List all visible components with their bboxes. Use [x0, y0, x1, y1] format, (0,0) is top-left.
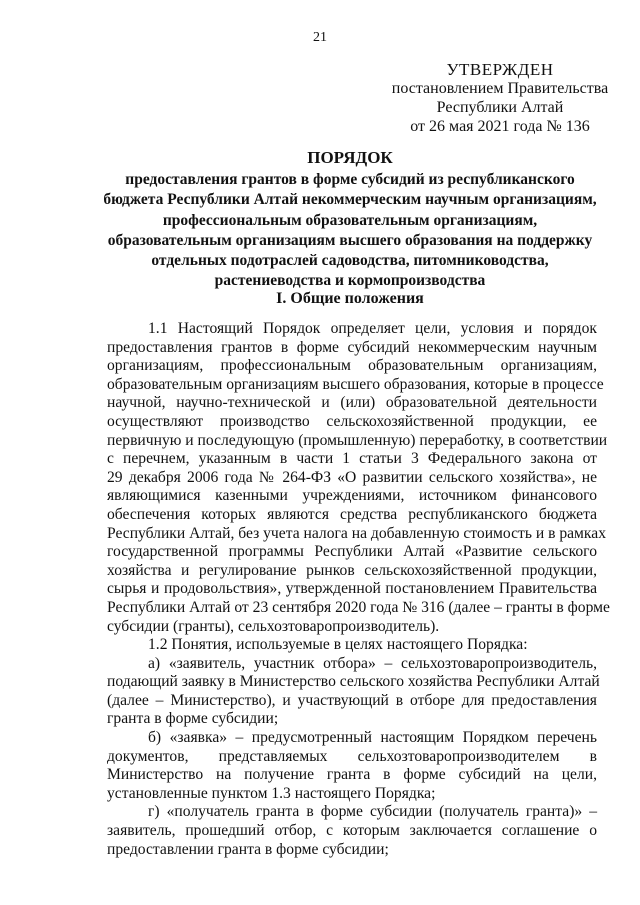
paragraph-line: предоставления грантов в форме субсидий некоммерческим научным — [107, 338, 597, 356]
paragraph-line: (далее – Министерство), и участвующий в отборе для предоставления — [107, 691, 597, 709]
paragraph-line: установленные пунктом 1.3 настоящего Порядка; — [107, 784, 436, 802]
paragraph-line: субсидии (гранты), сельхозтоваропроизводитель). — [107, 617, 440, 635]
paragraph-line: являющимися казенными учреждениями, источником финансового — [107, 487, 597, 505]
approval-line: постановлением Правительства — [391, 80, 609, 97]
approval-line: УТВЕРЖДЕН — [446, 60, 554, 79]
paragraph-line: Республики Алтай, без учета налога на добавленную стоимость и в рамках — [107, 524, 606, 542]
paragraph-line: сырья и продовольствия», утвержденной постановлением Правительства — [107, 580, 597, 598]
paragraph-line: подающий заявку в Министерство сельского хозяйства Республики Алтай — [107, 673, 600, 691]
paragraph-line: предоставлении гранта в форме субсидии; — [107, 840, 389, 858]
paragraph-line: г) «получатель гранта в форме субсидии (получатель гранта)» – — [148, 803, 597, 821]
paragraph-line: а) «заявитель, участник отбора» – сельхозтоваропроизводитель, — [148, 654, 597, 672]
paragraph-line: первичную и последующую (промышленную) переработку, в соответствии — [107, 431, 608, 449]
approval-line: от 26 мая 2021 года № 136 — [410, 118, 590, 135]
body-text — [107, 320, 610, 859]
paragraph-line: документов, представляемых сельхозтоваропроизводителем в — [107, 747, 597, 765]
paragraph-line: государственной программы Республики Алтай «Развитие сельского — [107, 543, 597, 561]
subtitle-line: бюджета Республики Алтай некоммерческим научным организациям, — [103, 191, 597, 209]
approval-line: Республики Алтай — [436, 99, 564, 116]
paragraph-line: 1.1 Настоящий Порядок определяет цели, условия и порядок — [148, 320, 597, 337]
paragraph-line: научной, научно-технической и (или) образовательной деятельности — [107, 394, 597, 412]
document-title: ПОРЯДОК — [307, 148, 393, 167]
paragraph-line: обеспечения которых являются средства республиканского бюджета — [107, 505, 597, 523]
paragraph-line: Министерство на получение гранта в форме субсидий на цели, — [107, 766, 597, 784]
paragraph-line: образовательным организациям высшего образования, которые в процессе — [107, 375, 604, 393]
approval-stamp — [380, 60, 620, 136]
section-heading: I. Общие положения — [276, 290, 424, 307]
paragraph-line: гранта в форме субсидии; — [107, 710, 279, 728]
paragraph-line: заявитель, прошедший отбор, с которым заключается соглашение о — [107, 822, 597, 840]
subtitle-line: профессиональным образовательным организациям, — [162, 211, 538, 229]
paragraph-line: Республики Алтай от 23 сентября 2020 года № 316 (далее – гранты в форме — [107, 598, 610, 616]
subtitle-line: предоставления грантов в форме субсидий из республиканского — [125, 171, 575, 188]
subtitle-line: образовательным организациям высшего образования на поддержку — [107, 231, 593, 249]
paragraph-line: б) «заявка» – предусмотренный настоящим Порядком перечень — [148, 729, 597, 747]
paragraph-line: осуществляют производство сельскохозяйственной продукции, ее — [107, 412, 597, 430]
paragraph-line: 1.2 Понятия, используемые в целях настоящего Порядка: — [148, 636, 528, 654]
subtitle-line: растениеводства и кормопроизводства — [214, 272, 486, 290]
paragraph-line: с перечнем, указанным в части 1 статьи 3 Федерального закона от — [107, 450, 597, 468]
paragraph-line: 29 декабря 2006 года № 264-ФЗ «О развитии сельского хозяйства», не — [107, 468, 597, 486]
paragraph-line: организациям, профессиональным образовательным организациям, — [107, 357, 597, 375]
page-number: 21 — [313, 30, 327, 45]
subtitle-line: отдельных подотраслей садоводства, питомниководства, — [151, 252, 549, 270]
document-subtitle — [98, 170, 602, 292]
paragraph-line: хозяйства и регулирование рынков сельскохозяйственной продукции, — [107, 561, 597, 579]
